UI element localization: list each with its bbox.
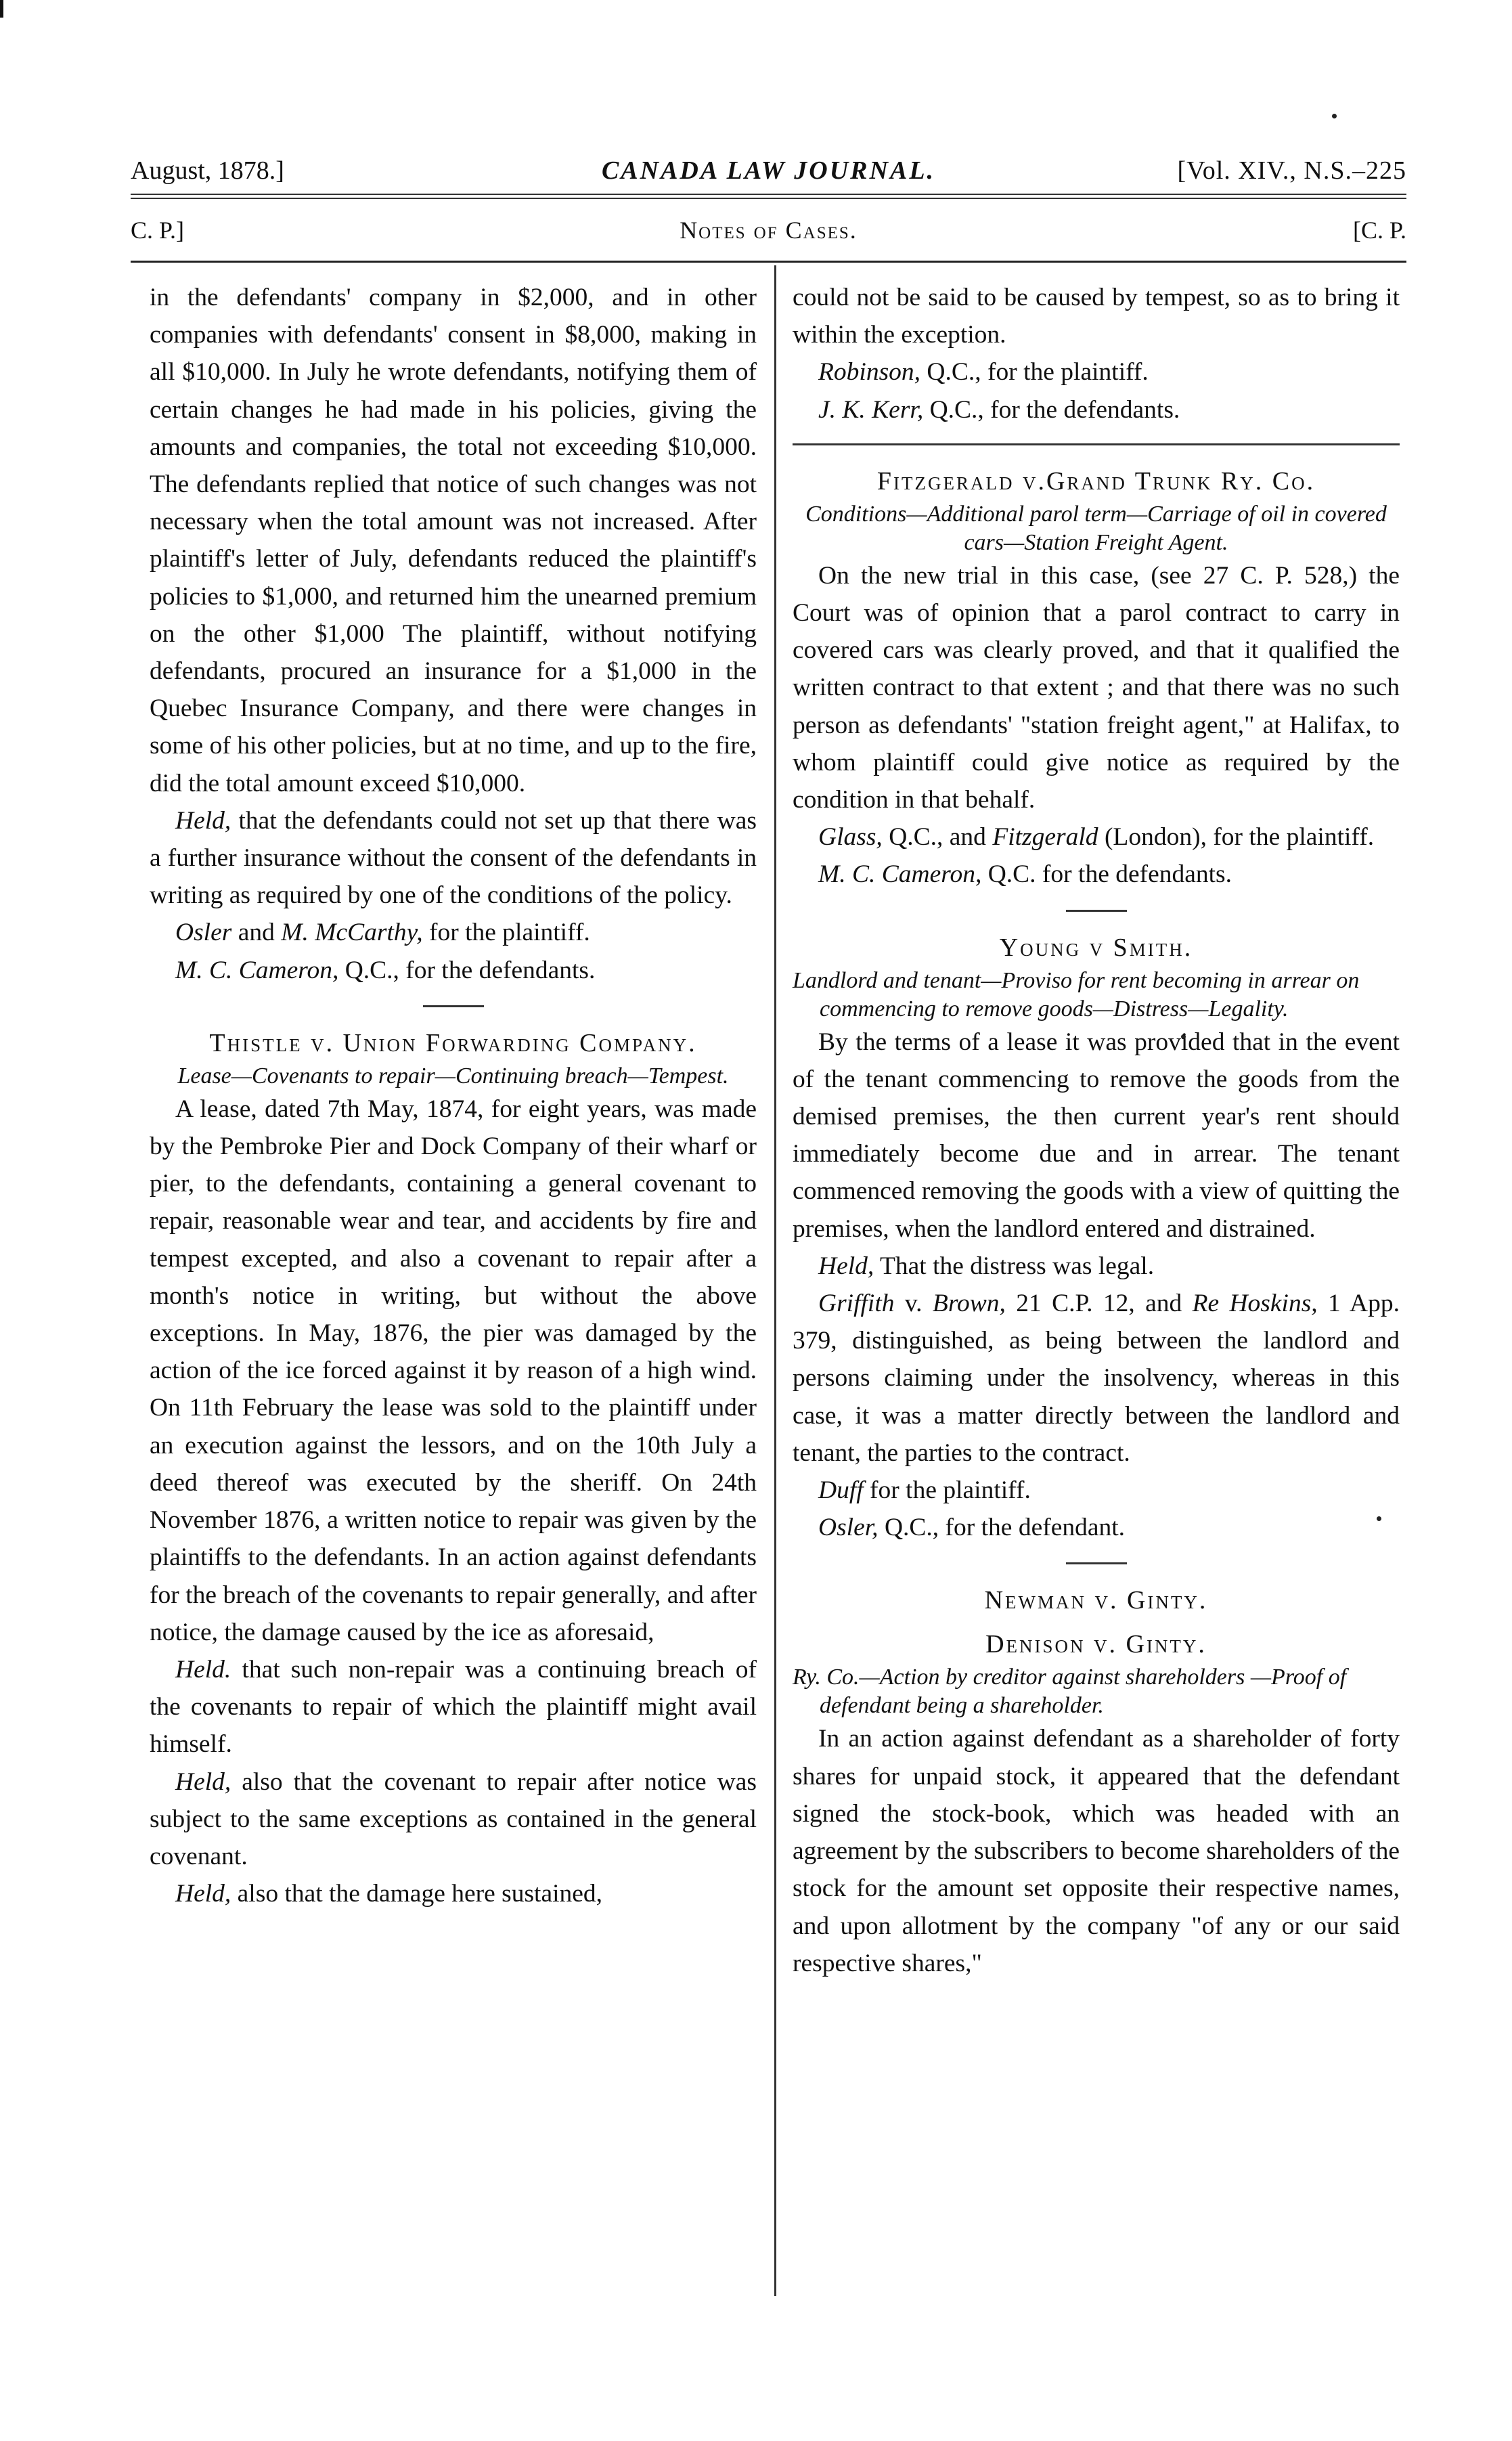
volume-page-number: [Vol. XIV., N.S.–225 (1177, 156, 1406, 185)
counsel-role: Q.C., for the defendants. (338, 956, 596, 984)
connector-text: v. (894, 1290, 933, 1318)
counsel-role: (London), for the plaintiff. (1098, 823, 1375, 852)
counsel-role: Q.C., for the plaintiff. (920, 358, 1149, 387)
case-separator (1066, 1562, 1127, 1564)
journal-title: CANADA LAW JOURNAL. (601, 156, 936, 185)
court-label-right: [C. P. (1352, 217, 1406, 244)
citation-text: 1 App. 379, distinguished, as being between the landlord and persons claiming under the insolvency, whereas in this case, it was a matter directly between the landlord and tenant, the parties to the contract. (793, 1290, 1400, 1467)
header-rule (131, 261, 1406, 263)
counsel-line (793, 818, 1400, 856)
court-label-left: C. P.] (131, 217, 185, 244)
case-facts-paragraph: On the new trial in this case, (see 27 C. P. 528,) the Court was of opinion that a parol contract to carry in covered cars was clearly proved, and that it qualified the written contract to that extent ; and that there was no such person as defendants' "station freight agent," at Halifax, to whom plaintiff could give notice as required by the condition in that behalf. (793, 561, 1400, 814)
case-separator (1066, 910, 1127, 912)
counsel-name: J. K. Kerr, (818, 395, 924, 424)
counsel-name: Osler (175, 919, 232, 947)
left-column (150, 279, 757, 1912)
holding-paragraph (150, 1651, 757, 1763)
holding-text: also that the damage here sustained, (231, 1880, 603, 1908)
case-subject: Conditions—Additional parol term—Carriage of oil in covered cars—Station Freight Agent. (805, 501, 1387, 555)
case-citation-name: Griffith (818, 1290, 895, 1318)
connector-text: Q.C., and (882, 823, 993, 852)
section-title: Notes of Cases. (680, 217, 858, 244)
case-facts-paragraph: A lease, dated 7th May, 1874, for eight years, was made by the Pembroke Pier and Dock Company of their wharf or pier, to the defendants, containing a general covenant to repair, reasonable wear and tear, and accidents by fire and tempest excepted, and also a covenant to repair after a month's notice in writing, but without the above exceptions. In May, 1876, the pier was damaged by the action of the ice forced against it by reason of a high wind. On 11th February the lease was sold to the plaintiff under an execution against the lessors, and on the 10th July a deed thereof was executed by the sheriff. On 24th November 1876, a written notice to repair was given by the plaintiffs to the defendants. In an action against defendants for the breach of the covenants to repair generally, and after notice, the damage caused by the ice as aforesaid, (150, 1095, 757, 1646)
ink-speck (1332, 114, 1337, 118)
holding-text: also that the covenant to repair after notice was subject to the same exceptions as contained in the general covenant. (150, 1767, 757, 1870)
case-subject: Landlord and tenant—Proviso for rent becoming in arrear on commencing to remove goods—Distress—Legality. (793, 967, 1360, 1021)
counsel-role: for the plaintiff. (863, 1476, 1031, 1505)
citation-paragraph (793, 1285, 1400, 1472)
case-title: Thistle v. Union Forwarding Company. (209, 1028, 697, 1057)
right-column (793, 279, 1400, 1982)
case-subject: Lease—Covenants to repair—Continuing breach—Tempest. (177, 1063, 729, 1088)
holding-paragraph (150, 802, 757, 915)
counsel-role: Q.C., for the defendant. (878, 1514, 1126, 1542)
running-head-date: August, 1878.] (131, 156, 284, 185)
held-label: Held, (175, 1767, 231, 1796)
counsel-line (793, 1472, 1400, 1509)
case-title: Newman v. Ginty. (984, 1586, 1208, 1615)
counsel-name: M. C. Cameron, (818, 860, 982, 889)
counsel-line (793, 1509, 1400, 1546)
counsel-name: Glass, (818, 823, 883, 852)
case-facts-paragraph: could not be said to be caused by tempest, so as to bring it within the exception. (793, 284, 1400, 349)
counsel-name: M. McCarthy, (281, 919, 423, 947)
counsel-name: Robinson, (818, 358, 921, 387)
case-citation-name: Re Hoskins, (1192, 1290, 1318, 1318)
counsel-role: for the plaintiff. (422, 919, 590, 947)
case-separator (793, 443, 1400, 445)
section-head (131, 210, 1406, 250)
counsel-name: Fitzgerald (992, 823, 1098, 852)
holding-paragraph (793, 1248, 1400, 1285)
case-facts-paragraph: By the terms of a lease it was provided that in the event of the tenant commencing to remove the goods from the demised premises, the then current year's rent should immediately become due and in arrear. The tenant commenced removing the goods with a view of quitting the premises, when the landlord entered and distrained. (793, 1028, 1400, 1243)
running-head (131, 150, 1406, 191)
held-label: Held, (175, 1880, 231, 1908)
counsel-line (793, 856, 1400, 893)
holding-text: That the distress was legal. (874, 1252, 1155, 1280)
held-label: Held. (175, 1655, 231, 1684)
held-label: Held, (818, 1252, 874, 1280)
held-label: Held, (175, 806, 231, 835)
case-citation-name: Brown, (932, 1290, 1006, 1318)
holding-text: that such non-repair was a continuing breach of the covenants to repair of which the plaintiff might avail himself. (150, 1655, 757, 1759)
header-double-rule (131, 194, 1406, 199)
column-divider (774, 265, 776, 2296)
connector-text: and (231, 919, 282, 947)
case-facts-paragraph: in the defendants' company in $2,000, and in other companies with defendants' consent in $8,000, making in all $10,000. In July he wrote defendants, notifying them of certain changes he had made in his policies, giving the amounts and companies, the total not exceeding $10,000. The defendants replied that notice of such changes was not necessary when the total amount was not increased. After plaintiff's letter of July, defendants reduced the plaintiff's policies to $1,000, and returned him the unearned premium on the other $1,000 The plaintiff, without notifying defendants, procured an insurance for a $1,000 in the Quebec Insurance Company, and there were changes in some of his other policies, but at no time, and up to the fire, did the total amount exceed $10,000. (150, 284, 757, 797)
case-separator (423, 1005, 484, 1007)
holding-paragraph (150, 1875, 757, 1912)
case-facts-paragraph: In an action against defendant as a shareholder of forty shares for unpaid stock, it appeared that the defendant signed the stock-book, which was headed with an agreement by the subscribers to become shareholders of the stock for the amount set opposite their respective names, and upon allotment by the company "of any or our said respective shares," (793, 1725, 1400, 1977)
case-title: Denison v. Ginty. (985, 1630, 1207, 1659)
case-title: Fitzgerald v.Grand Trunk Ry. Co. (876, 466, 1316, 496)
margin-tick-mark (0, 0, 3, 18)
counsel-role: Q.C., for the defendants. (923, 395, 1180, 424)
holding-text: that the defendants could not set up that there was a further insurance without the consent of the defendants in writing as required by one of the conditions of the policy. (150, 806, 757, 910)
counsel-name: Duff (818, 1476, 864, 1505)
counsel-name: Osler, (818, 1514, 879, 1542)
counsel-name: M. C. Cameron, (175, 956, 339, 984)
counsel-line (150, 952, 757, 989)
counsel-line (150, 914, 757, 951)
holding-paragraph (150, 1763, 757, 1876)
counsel-line (793, 391, 1400, 428)
case-title: Young v Smith. (999, 933, 1193, 962)
counsel-role: Q.C. for the defendants. (981, 860, 1232, 889)
citation-text: 21 C.P. 12, and (1005, 1290, 1193, 1318)
case-subject: Ry. Co.—Action by creditor against shareholders —Proof of defendant being a shareholder. (793, 1665, 1347, 1719)
counsel-line (793, 353, 1400, 391)
